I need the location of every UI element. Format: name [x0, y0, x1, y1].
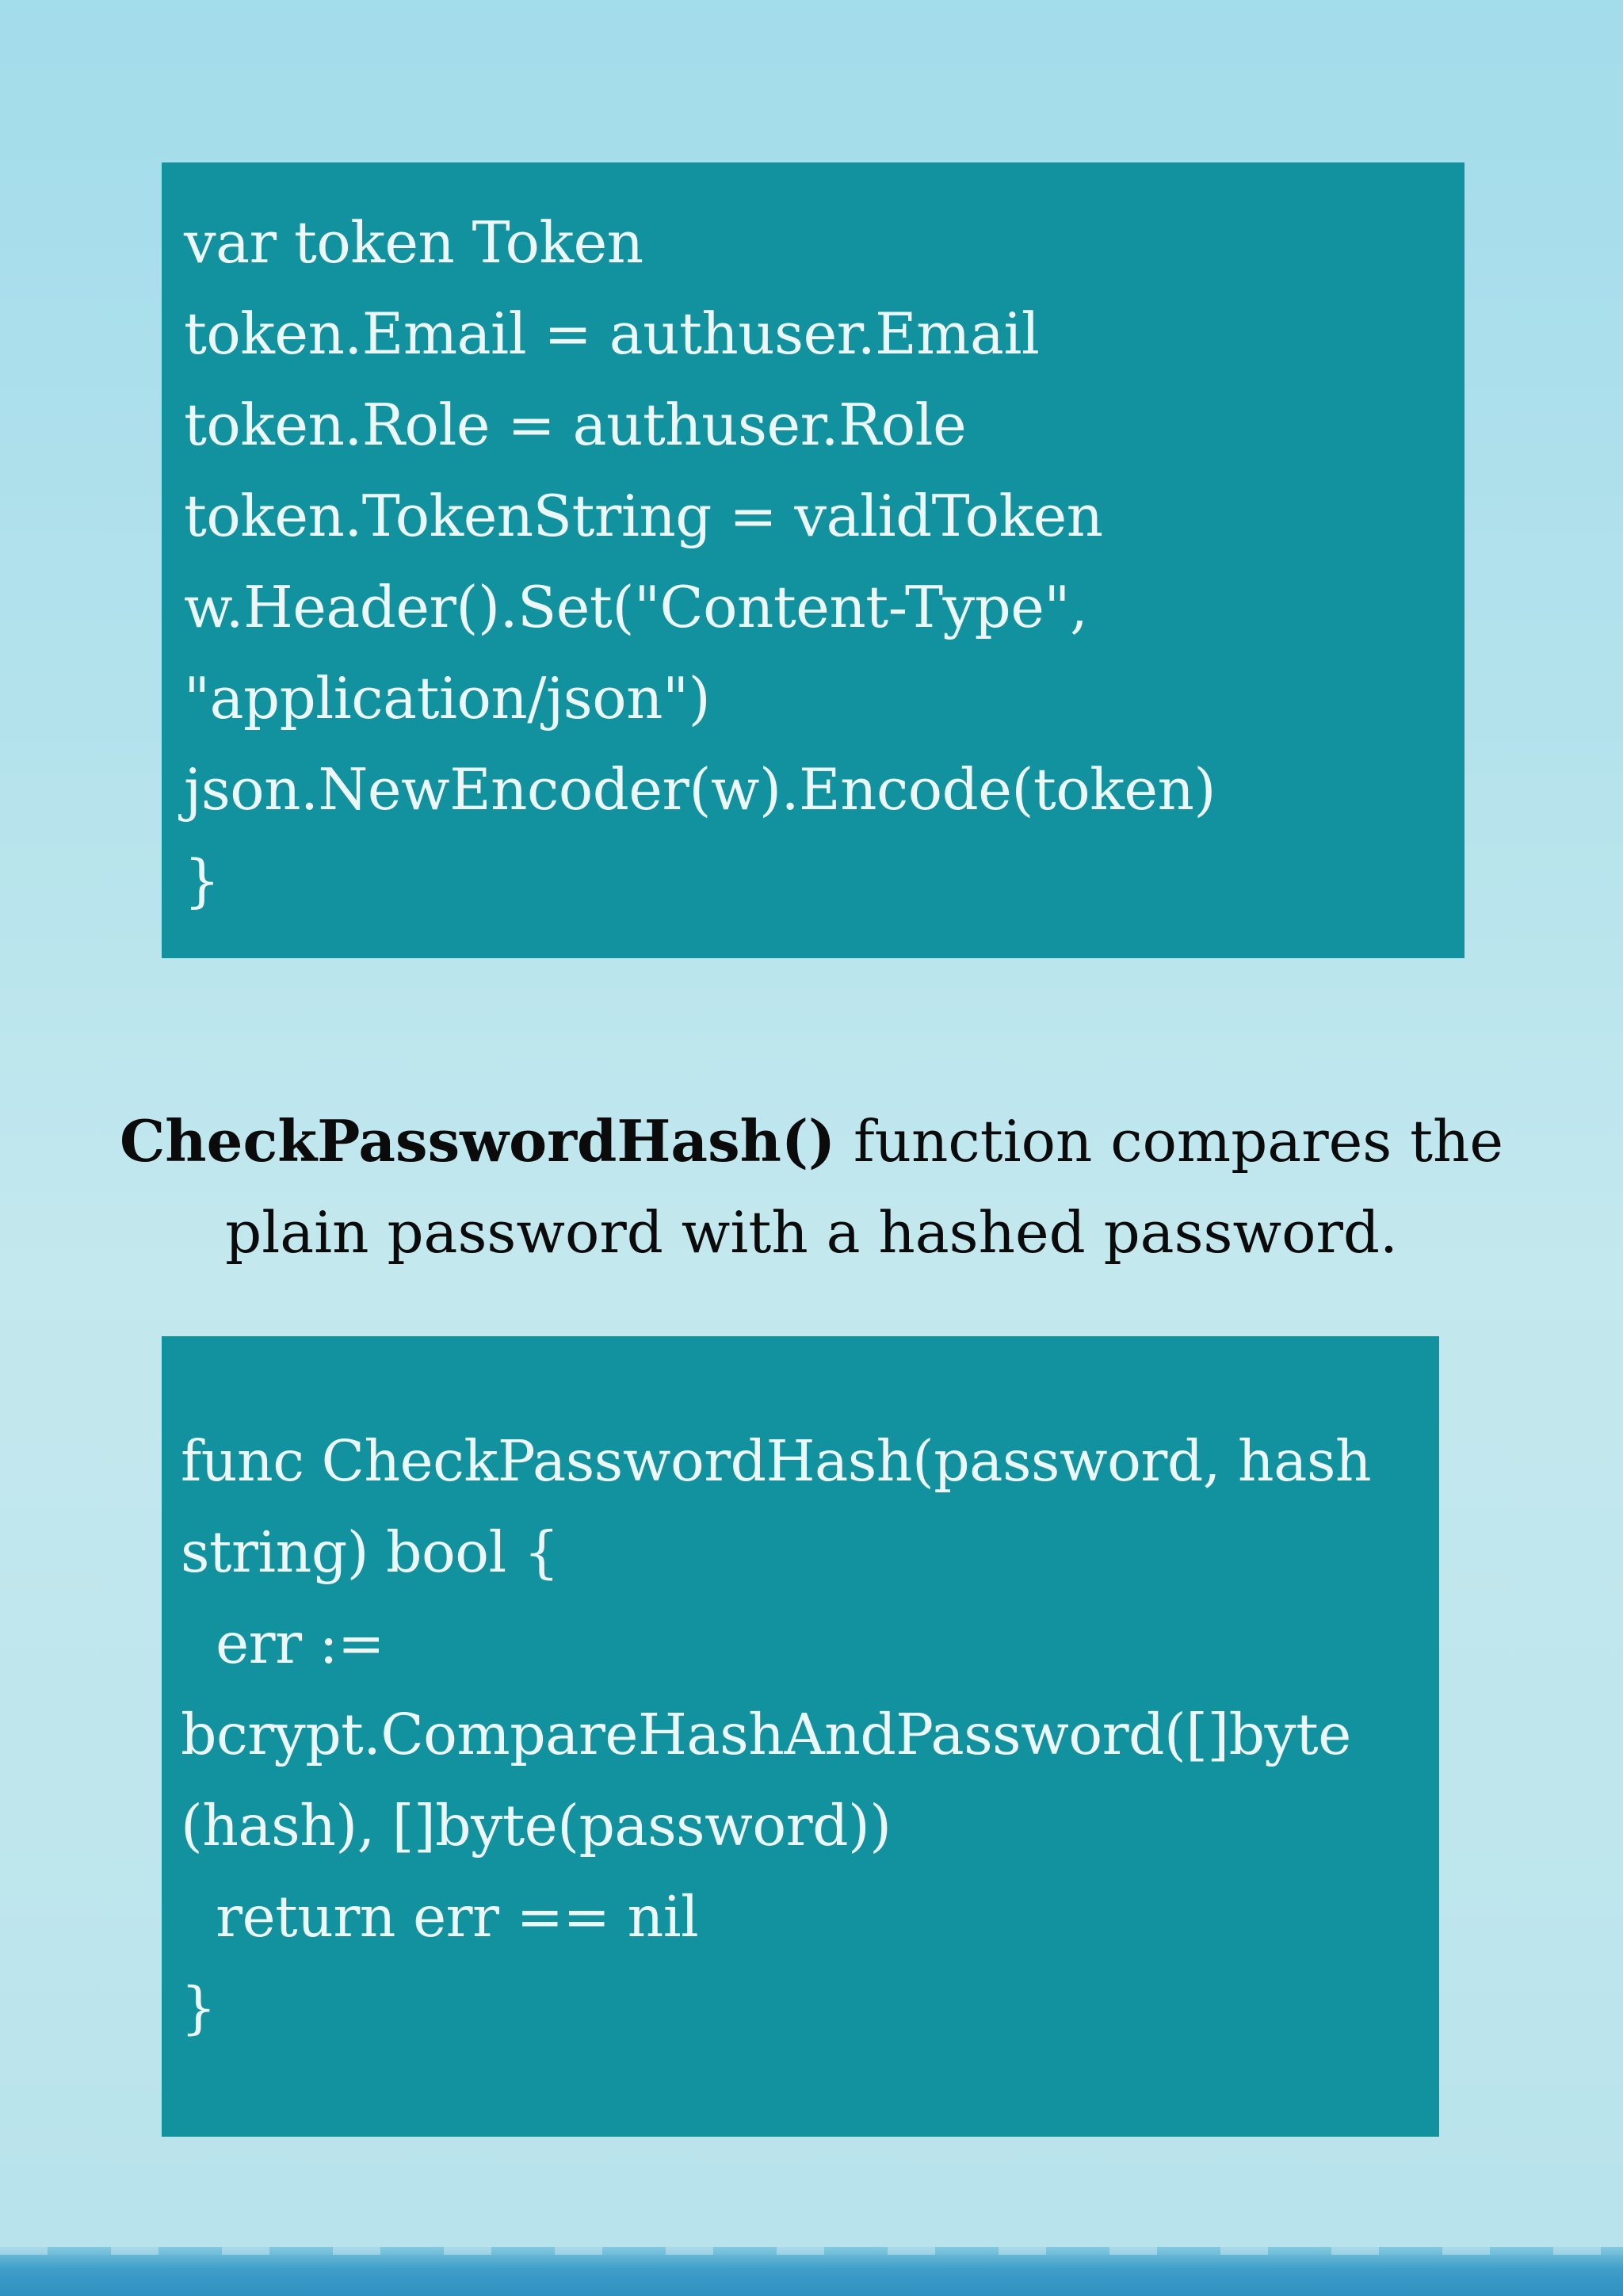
code-line: "application/json"): [184, 665, 711, 732]
code-line: string) bool {: [181, 1519, 559, 1585]
code-line: }: [181, 1975, 216, 2041]
description-line-2: plain password with a hashed password.: [225, 1199, 1398, 1266]
code-line: err :=: [181, 1610, 385, 1676]
code-line: var token Token: [184, 209, 643, 276]
code-line: (hash), []byte(password)): [181, 1793, 892, 1859]
code-block-token-response: [162, 162, 1465, 958]
code-line: bcrypt.CompareHashAndPassword([]byte: [181, 1702, 1351, 1767]
code-line: return err == nil: [181, 1884, 699, 1950]
sea-horizon-decoration: [0, 2247, 1623, 2296]
description-line-1: [95, 1095, 1528, 1187]
function-description: [95, 1095, 1528, 1278]
code-line: }: [184, 847, 220, 914]
code-block-check-password-hash: [162, 1336, 1439, 2137]
code-line: func CheckPasswordHash(password, hash: [181, 1428, 1372, 1494]
code-line: token.Email = authuser.Email: [184, 300, 1040, 367]
description-text: function compares the: [835, 1108, 1503, 1175]
function-name: CheckPasswordHash(): [120, 1107, 836, 1175]
code-line: json.NewEncoder(w).Encode(token): [184, 756, 1216, 823]
code-line: token.TokenString = validToken: [184, 483, 1103, 549]
code-line: token.Role = authuser.Role: [184, 392, 967, 458]
code-line: w.Header().Set("Content-Type",: [184, 574, 1088, 640]
